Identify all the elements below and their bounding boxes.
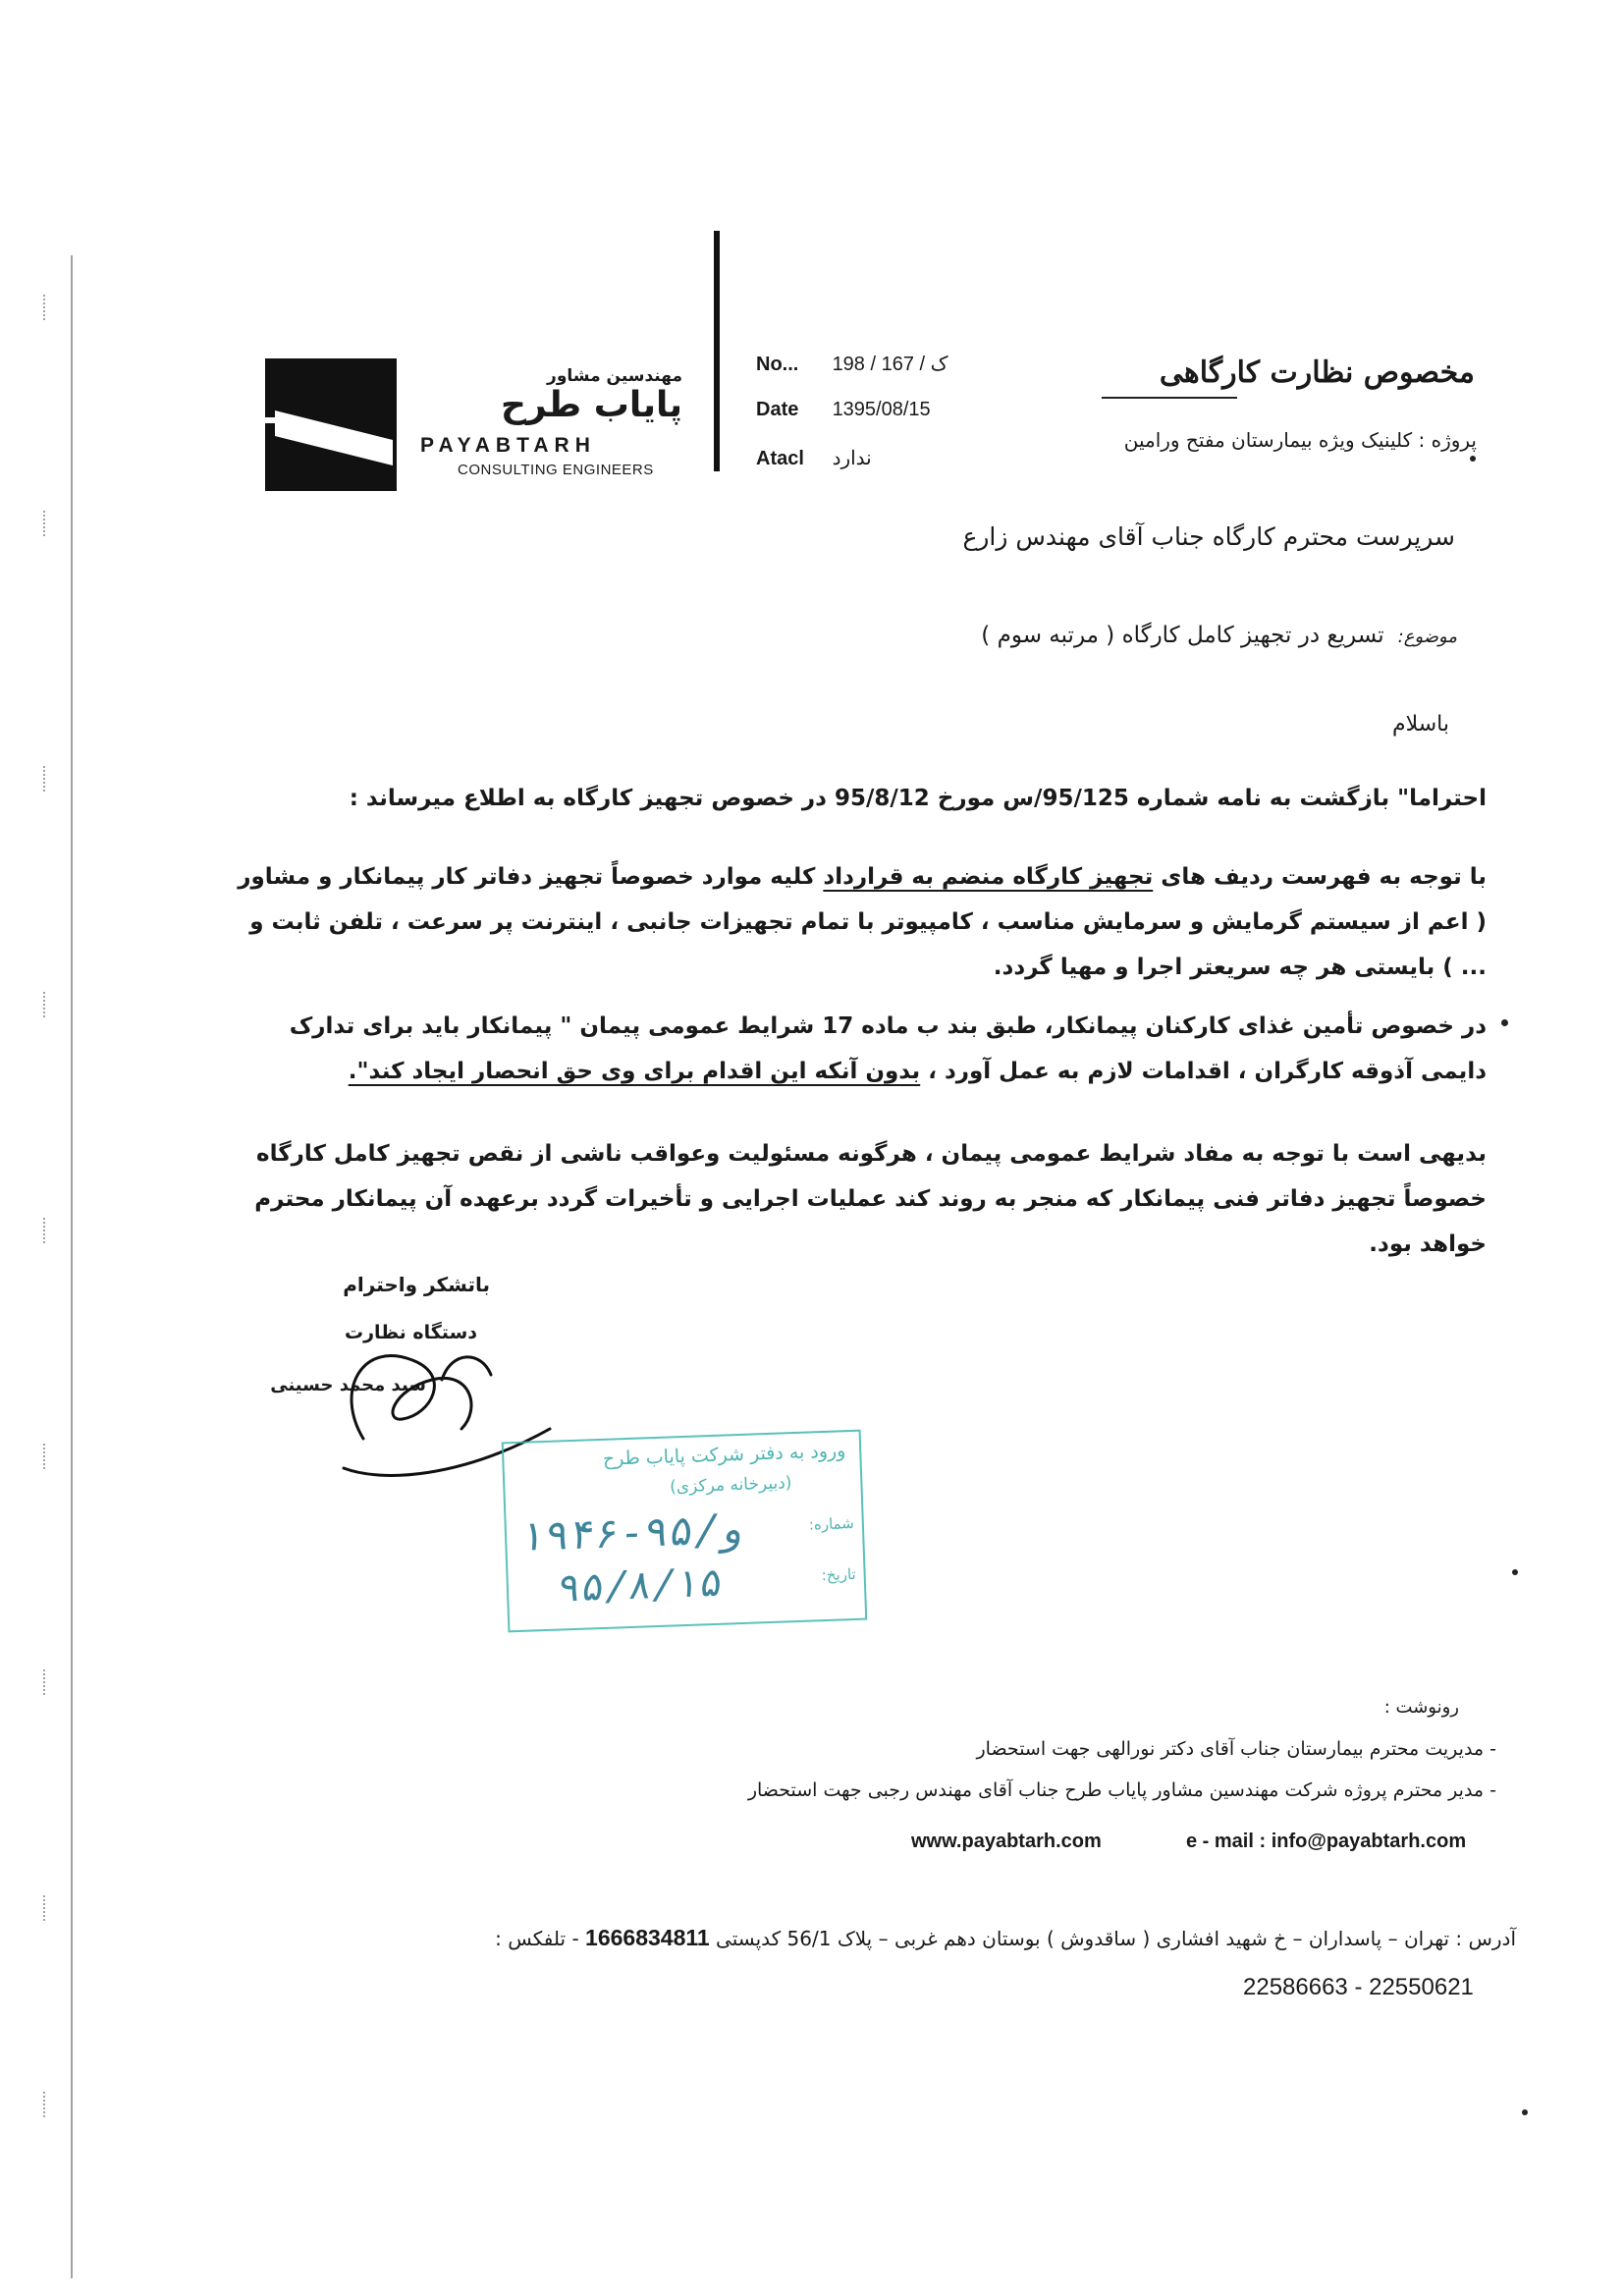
letter-number-label: No...: [756, 354, 799, 375]
confidential-title: مخصوص نظارت کارگاهی: [1159, 355, 1475, 390]
cc-line: - مدیر محترم پروژه شرکت مهندسین مشاور پایاب طرح جناب آقای مهندس رجبی جهت استحضار: [747, 1779, 1496, 1801]
letter-date-value: 1395/08/15: [832, 399, 931, 420]
scan-edge-mark: [43, 766, 59, 792]
stamp-number-label: شماره:: [808, 1513, 855, 1534]
project-name: پروژه : کلینیک ویژه بیمارستان مفتح ورامین: [1123, 428, 1477, 452]
greeting: باسلام: [1391, 712, 1449, 737]
attachment-label: Atacl: [756, 448, 804, 469]
firm-name-fa: پایاب طرح: [500, 385, 682, 425]
address-fax-label: - تلفکس :: [495, 1927, 586, 1950]
paragraph-reference: احتراما" بازگشت به نامه شماره 95/125/س مورخ 95/8/12 در خصوص تجهیز کارگاه به اطلاع میرساند :: [349, 786, 1487, 811]
signer-name: سید محمد حسینی: [270, 1375, 426, 1395]
company-logo: [265, 358, 397, 491]
paragraph-food-underlined: بدون آنکه این اقدام برای وی حق انحصار ایجاد کند".: [348, 1059, 921, 1084]
scan-edge-mark: [43, 1444, 59, 1469]
firm-subtitle-fa: مهندسین مشاور: [547, 366, 682, 386]
closing: باتشکر واحترام: [343, 1273, 490, 1296]
scan-edge-mark: [43, 2092, 59, 2117]
subject-text: تسریع در تجهیز کامل کارگاه ( مرتبه سوم ): [981, 623, 1384, 648]
scan-edge-mark: [43, 992, 59, 1017]
paragraph-equipment-a: با توجه به فهرست ردیف های: [1153, 864, 1487, 890]
scan-edge-mark: [43, 1669, 59, 1695]
postal-code: 1666834811: [585, 1925, 710, 1950]
cc-title: رونوشت :: [1383, 1697, 1459, 1718]
stamp-number: ۱۹۴۶-۹۵/و: [517, 1503, 747, 1560]
firm-subtitle-en: CONSULTING ENGINEERS: [458, 462, 654, 478]
paragraph-food: [230, 1004, 1487, 1094]
stamp-date: ۹۵/۸/۱۵: [555, 1559, 726, 1612]
paragraph-equipment-underlined: تجهیز کارگاه منضم به قرارداد: [823, 864, 1154, 890]
paragraph-equipment-b: کلیه موارد خصوصاً تجهیز دفاتر کار پیمانکار و مشاور ( اعم از سیستم گرمایش و سرمایش مناسب ، کامپیوتر با تمام تجهیزات جانبی ، اینترنت پر سرعت ، تلفن ثابت و ... ) بایستی هر چه سریعتر اجرا و مهیا گردد.: [238, 864, 1487, 980]
attachment-row: [756, 446, 872, 470]
firm-name-en: PAYABTARH: [420, 434, 596, 457]
scan-dot: [1470, 456, 1476, 462]
cc-line: - مدیریت محترم بیمارستان جناب آقای دکتر نورالهی جهت استحضار: [976, 1738, 1496, 1760]
scan-dot: [1512, 1569, 1518, 1575]
letter-number-value: 198 / ک / 167: [832, 354, 948, 375]
bullet-dot: [1501, 1019, 1508, 1026]
scan-edge-mark: [43, 1895, 59, 1921]
confidential-underline: [1102, 397, 1237, 399]
scan-edge-mark: [43, 511, 59, 536]
website-link[interactable]: www.payabtarh.com: [911, 1831, 1102, 1852]
email-link[interactable]: e - mail : info@payabtarh.com: [1186, 1831, 1467, 1852]
paragraph-equipment: [230, 854, 1487, 990]
received-stamp: [502, 1430, 868, 1633]
paragraph-food-a: در خصوص تأمین غذای کارکنان پیمانکار، طبق بند ب ماده 17 شرایط عمومی پیمان " پیمانکار باید برای تدارک دایمی آذوقه کارگران ، اقدامات لازم به عمل آورد ،: [289, 1013, 1487, 1084]
department: دستگاه نظارت: [344, 1322, 477, 1343]
stamp-date-label: تاریخ:: [821, 1564, 856, 1585]
letter-date-label: Date: [756, 399, 799, 420]
attachment-value: ندارد: [832, 448, 872, 469]
subject-line: [981, 623, 1457, 648]
scan-dot: [1522, 2109, 1528, 2115]
header-divider: [714, 231, 720, 471]
scan-edge-line: [71, 255, 73, 2278]
recipient: سرپرست محترم کارگاه جناب آقای مهندس زارع: [962, 522, 1455, 551]
subject-label: موضوع:: [1397, 627, 1457, 647]
address-text: آدرس : تهران – پاسداران – خ شهید افشاری ( ساقدوش ) بوستان دهم غربی – پلاک 56/1 کدپستی: [709, 1927, 1516, 1950]
address: [495, 1925, 1516, 1951]
scan-edge-mark: [43, 295, 59, 320]
stamp-title: ورود به دفتر شرکت پایاب طرح: [602, 1440, 846, 1470]
stamp-subtitle: (دبیرخانه مرکزی): [669, 1473, 792, 1498]
letter-number-row: [756, 352, 948, 376]
scan-edge-mark: [43, 1218, 59, 1243]
letter-date-row: [756, 399, 931, 421]
fax-numbers: 22586663 - 22550621: [1243, 1974, 1474, 2000]
paragraph-liability: بدیهی است با توجه به مفاد شرایط عمومی پیمان ، هرگونه مسئولیت وعواقب ناشی از نقص تجهیز کامل کارگاه خصوصاً تجهیز دفاتر فنی پیمانکار که منجر به روند کند عملیات اجرایی و تأخیرات گردد برعهده آن پیمانکار محترم خواهد بود.: [254, 1141, 1487, 1257]
